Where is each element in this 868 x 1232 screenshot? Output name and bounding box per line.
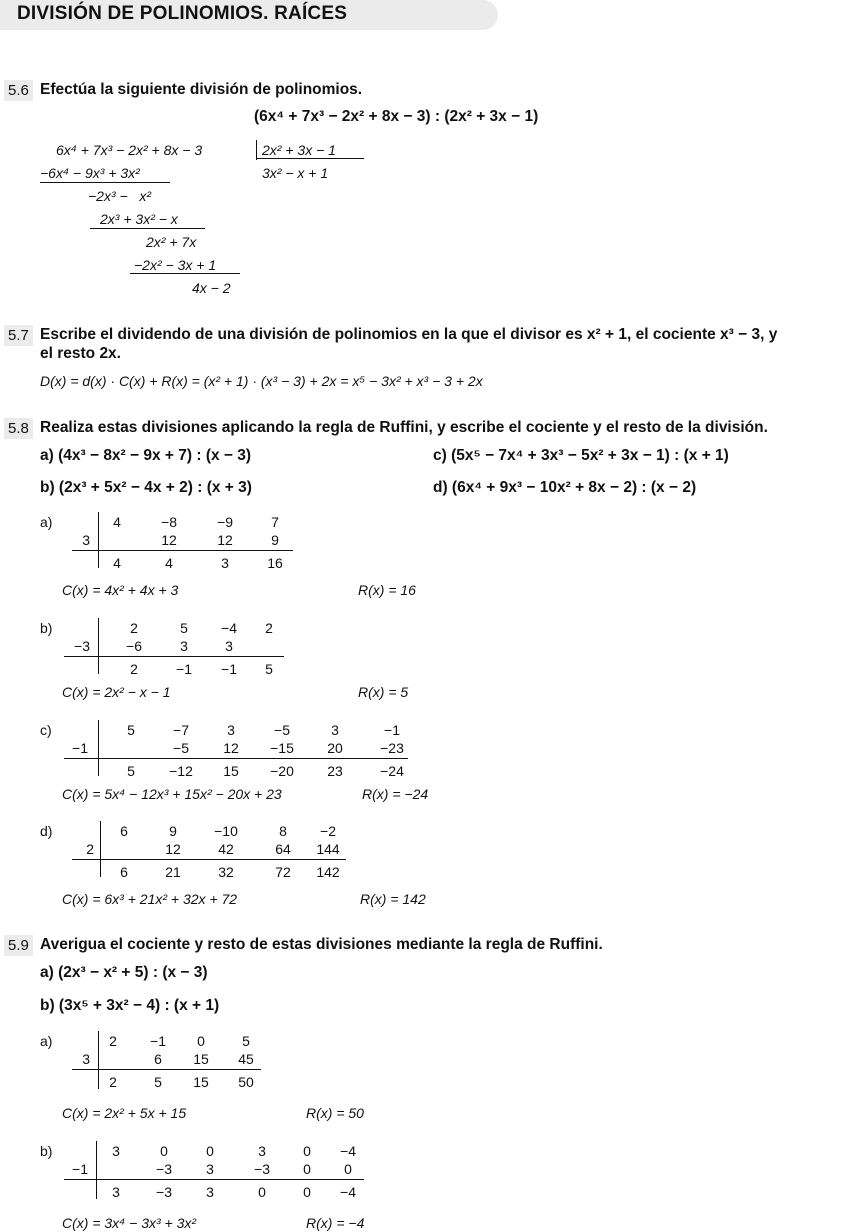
remainder-result: R(x) = 16: [358, 582, 416, 598]
result: −12: [169, 763, 193, 779]
problem-statement: Efectúa la siguiente división de polinomios.: [40, 81, 363, 98]
coefficient: −8: [161, 514, 177, 530]
coefficient: 0: [160, 1143, 168, 1159]
ruffini-hline: [72, 1069, 261, 1070]
ruffini-root: 2: [86, 841, 94, 857]
product: 3: [180, 638, 188, 654]
result: 15: [223, 763, 239, 779]
coefficient: 3: [331, 722, 339, 738]
coefficient: 3: [258, 1143, 266, 1159]
coefficient: 7: [271, 514, 279, 530]
quotient-result: C(x) = 3x⁴ − 3x³ + 3x²: [62, 1215, 197, 1231]
product: 144: [316, 841, 340, 857]
coefficient: 8: [279, 823, 287, 839]
coefficient: 5: [242, 1033, 250, 1049]
result: 50: [238, 1074, 254, 1090]
coefficient: 2: [130, 620, 138, 636]
coefficient: −2: [320, 823, 336, 839]
product: 64: [275, 841, 291, 857]
step-line: [130, 273, 240, 274]
product: −23: [380, 740, 404, 756]
product: 15: [193, 1051, 209, 1067]
product: 9: [271, 532, 279, 548]
ruffini-hline: [72, 550, 293, 551]
product: 3: [225, 638, 233, 654]
result: 0: [303, 1184, 311, 1200]
problem-number: 5.9: [4, 935, 33, 956]
coefficient: 3: [227, 722, 235, 738]
problem-statement: Realiza estas divisiones aplicando la regla de Ruffini, y escribe el cociente y el resto de la división.: [40, 419, 768, 436]
divisor-underline: [256, 158, 364, 159]
ruffini-vbar: [98, 618, 99, 674]
remainder-result: R(x) = 5: [358, 684, 409, 700]
result: 142: [316, 864, 340, 880]
result: −24: [380, 763, 404, 779]
result: −20: [270, 763, 294, 779]
item-c: c) (5x⁵ − 7x⁴ + 3x³ − 5x² + 3x − 1) : (x + 1): [433, 447, 729, 464]
ruffini-hline: [64, 656, 284, 657]
coefficient: 0: [197, 1033, 205, 1049]
remainder-result: R(x) = 50: [306, 1105, 364, 1121]
ruffini-root: 3: [82, 532, 90, 548]
remainder-result: R(x) = −24: [362, 786, 429, 802]
problem-number: 5.7: [4, 325, 33, 346]
result: 23: [327, 763, 343, 779]
division-step: −2x² − 3x + 1: [134, 257, 217, 273]
coefficient: −4: [340, 1143, 356, 1159]
table-label: b): [40, 620, 53, 636]
result: 5: [265, 661, 273, 677]
result: 3: [206, 1184, 214, 1200]
remainder-result: R(x) = −4: [306, 1215, 365, 1231]
coefficient: 2: [109, 1033, 117, 1049]
item-a: a) (2x³ − x² + 5) : (x − 3): [40, 964, 208, 981]
ruffini-hline: [72, 859, 346, 860]
result: 32: [218, 864, 234, 880]
item-d: d) (6x⁴ + 9x³ − 10x² + 8x − 2) : (x − 2): [433, 479, 697, 496]
product: 20: [327, 740, 343, 756]
result: 5: [127, 763, 135, 779]
table-label: b): [40, 1143, 53, 1159]
coefficient: 2: [265, 620, 273, 636]
problem-statement-cont: el resto 2x.: [40, 345, 121, 362]
coefficient: −5: [274, 722, 290, 738]
product: −5: [173, 740, 189, 756]
quotient-result: C(x) = 4x² + 4x + 3: [62, 582, 179, 598]
quotient: 3x² − x + 1: [262, 165, 329, 181]
coefficient: 6: [120, 823, 128, 839]
product: 3: [206, 1161, 214, 1177]
problem-statement: Escribe el dividendo de una división de polinomios en la que el divisor es x² + 1, el cociente x³ − 3, y: [40, 326, 778, 343]
coefficient: −10: [214, 823, 238, 839]
division-step: 2x² + 7x: [146, 234, 197, 250]
division-expression: (6x⁴ + 7x³ − 2x² + 8x − 3) : (2x² + 3x − 1): [254, 108, 539, 125]
coefficient: 4: [113, 514, 121, 530]
result: 3: [112, 1184, 120, 1200]
product: 12: [165, 841, 181, 857]
product: 12: [217, 532, 233, 548]
result: 72: [275, 864, 291, 880]
coefficient: 0: [206, 1143, 214, 1159]
result: −4: [340, 1184, 356, 1200]
ruffini-hline: [64, 758, 408, 759]
table-label: a): [40, 1033, 53, 1049]
result: 6: [120, 864, 128, 880]
step-line: [90, 228, 205, 229]
quotient-result: C(x) = 5x⁴ − 12x³ + 15x² − 20x + 23: [62, 786, 282, 802]
product: 0: [344, 1161, 352, 1177]
result: 5: [154, 1074, 162, 1090]
coefficient: 9: [169, 823, 177, 839]
division-step: 2x³ + 3x² − x: [100, 211, 178, 227]
item-b: b) (2x³ + 5x² − 4x + 2) : (x + 3): [40, 479, 252, 496]
result: 0: [258, 1184, 266, 1200]
answer: D(x) = d(x) · C(x) + R(x) = (x² + 1) · (x³ − 3) + 2x = x⁵ − 3x² + x³ − 3 + 2x: [40, 373, 483, 389]
product: 12: [161, 532, 177, 548]
quotient-result: C(x) = 6x³ + 21x² + 32x + 72: [62, 891, 238, 907]
coefficient: 5: [127, 722, 135, 738]
product: 45: [238, 1051, 254, 1067]
product: −15: [270, 740, 294, 756]
result: 2: [130, 661, 138, 677]
ruffini-root: −3: [74, 638, 90, 654]
result: −1: [176, 661, 192, 677]
coefficient: −7: [173, 722, 189, 738]
dividend: 6x⁴ + 7x³ − 2x² + 8x − 3: [56, 142, 203, 158]
table-label: c): [40, 722, 52, 738]
product: 6: [154, 1051, 162, 1067]
divisor: 2x² + 3x − 1: [262, 142, 336, 158]
result: −1: [221, 661, 237, 677]
coefficient: −1: [150, 1033, 166, 1049]
result: 15: [193, 1074, 209, 1090]
ruffini-root: −1: [72, 1161, 88, 1177]
item-a: a) (4x³ − 8x² − 9x + 7) : (x − 3): [40, 447, 252, 464]
result: 4: [165, 555, 173, 571]
coefficient: −1: [384, 722, 400, 738]
coefficient: 0: [303, 1143, 311, 1159]
ruffini-vbar: [98, 720, 99, 776]
problem-number: 5.6: [4, 80, 33, 101]
product: 12: [223, 740, 239, 756]
step-line: [40, 182, 170, 183]
table-label: a): [40, 514, 53, 530]
result: −3: [156, 1184, 172, 1200]
division-step: −2x³ − x²: [88, 188, 152, 204]
problem-number: 5.8: [4, 418, 33, 439]
coefficient: −9: [217, 514, 233, 530]
product: −3: [156, 1161, 172, 1177]
result: 4: [113, 555, 121, 571]
product: 0: [303, 1161, 311, 1177]
division-remainder: 4x − 2: [192, 280, 231, 296]
result: 16: [267, 555, 283, 571]
product: −6: [126, 638, 142, 654]
ruffini-hline: [64, 1179, 364, 1180]
problem-statement: Averigua el cociente y resto de estas divisiones mediante la regla de Ruffini.: [40, 936, 603, 953]
ruffini-root: −1: [72, 740, 88, 756]
division-step: −6x⁴ − 9x³ + 3x²: [40, 165, 140, 181]
coefficient: −4: [221, 620, 237, 636]
quotient-result: C(x) = 2x² + 5x + 15: [62, 1105, 187, 1121]
page-title: DIVISIÓN DE POLINOMIOS. RAÍCES: [17, 3, 348, 24]
item-b: b) (3x⁵ + 3x² − 4) : (x + 1): [40, 997, 220, 1014]
quotient-result: C(x) = 2x² − x − 1: [62, 684, 171, 700]
result: 2: [109, 1074, 117, 1090]
table-label: d): [40, 823, 53, 839]
ruffini-root: 3: [82, 1051, 90, 1067]
coefficient: 3: [112, 1143, 120, 1159]
remainder-result: R(x) = 142: [360, 891, 426, 907]
result: 3: [221, 555, 229, 571]
ruffini-vbar: [100, 821, 101, 877]
product: −3: [254, 1161, 270, 1177]
coefficient: 5: [180, 620, 188, 636]
divisor-bar: [256, 140, 257, 160]
result: 21: [165, 864, 181, 880]
product: 42: [218, 841, 234, 857]
